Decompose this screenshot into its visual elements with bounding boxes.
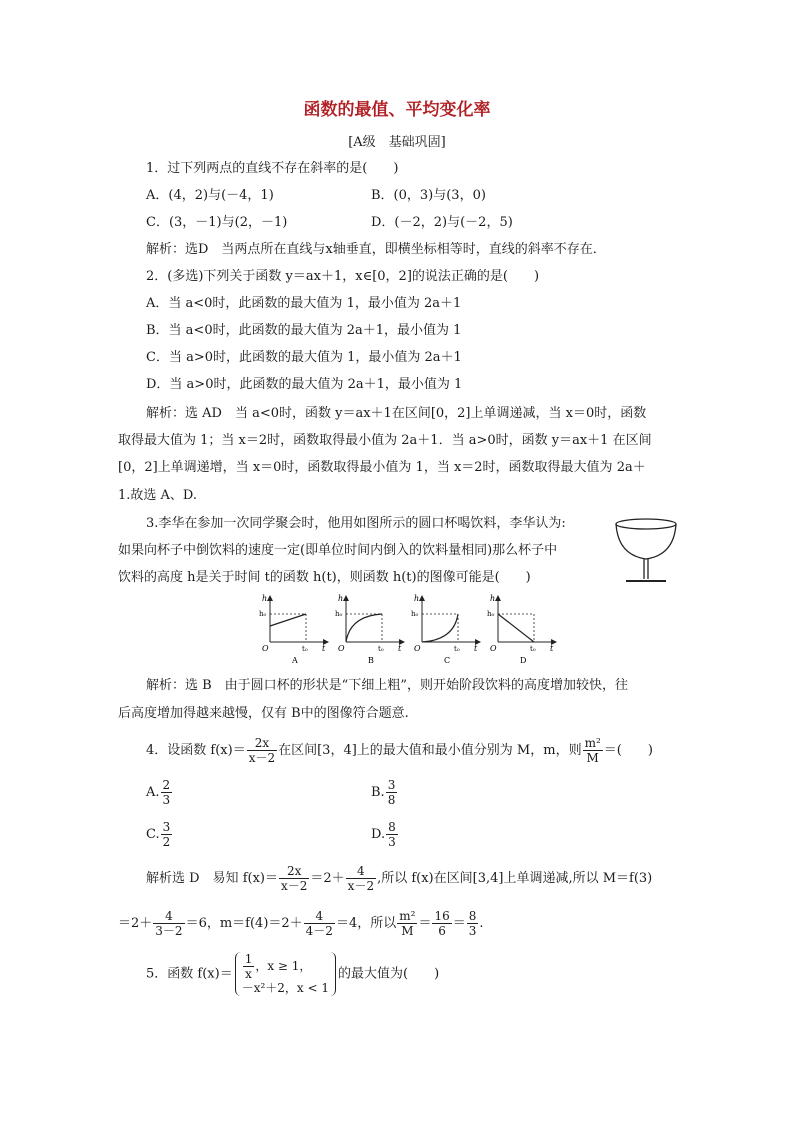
q3-analysis-line1: 解析：选 B 由于圆口杯的形状是“下细上粗”，则开始阶段饮料的高度增加较快，往: [146, 678, 628, 693]
level-heading: [A级 基础巩固]: [348, 135, 446, 150]
svg-text:D: D: [520, 656, 527, 665]
svg-text:t: t: [398, 644, 402, 653]
q2-stem: 2．(多选)下列关于函数 y＝ax＋1，x∈[0，2]的说法正确的是( ): [146, 269, 540, 284]
q2-option-a: A．当 a<0时，此函数的最大值为 1，最小值为 2a＋1: [146, 296, 462, 311]
q1-option-a: A．(4，2)与(－4，1): [146, 188, 274, 203]
svg-text:C: C: [444, 656, 451, 665]
q2-analysis-line3: [0，2]上单调递增，当 x＝0时，函数取得最小值为 1，当 x＝2时，函数取得最大值为 2a＋: [118, 460, 646, 475]
svg-text:h₀: h₀: [411, 610, 419, 618]
q1-option-b: B．(0，3)与(3，0): [371, 188, 486, 203]
q3-stem-line1: 3.李华在参加一次同学聚会时，他用如图所示的圆口杯喝饮料，李华认为:: [146, 516, 566, 531]
goblet-cup-figure: [610, 515, 682, 589]
svg-text:t₀: t₀: [454, 645, 460, 653]
q3-stem-line2: 如果向杯子中倒饮料的速度一定(即单位时间内倒入的饮料量相同)那么杯子中: [118, 543, 558, 558]
q4-analysis-line2: ＝2＋ $\frac{4}{3-2}$ ＝6，m＝f(4)＝2＋ $\frac{4}{4-2}$ ＝4，所以 $\frac{\text{m²}}{M}$ ＝ $\frac{16}{6}$ ＝ $\frac{8}{3}$ .: [118, 909, 484, 938]
svg-text:h: h: [490, 594, 496, 603]
svg-text:A: A: [292, 656, 298, 665]
q4-option-a: A. $\frac{2}{3}$: [146, 778, 171, 807]
svg-text:t₀: t₀: [378, 645, 384, 653]
q1-option-c: C．(3，－1)与(2，－1): [146, 215, 288, 230]
graph-d: [487, 594, 554, 665]
svg-text:h₀: h₀: [259, 610, 267, 618]
q2-option-c: C．当 a>0时，此函数的最大值为 1，最小值为 2a＋1: [146, 350, 462, 365]
q5-stem: 5．函数 f(x)＝ $\frac{1}{x}$ ，x ≥ 1， －x²＋2，x < 1 的最大值为( ): [146, 952, 440, 995]
svg-text:B: B: [368, 656, 374, 665]
svg-text:t: t: [474, 644, 478, 653]
svg-text:O: O: [338, 644, 345, 653]
svg-text:h₀: h₀: [335, 610, 343, 618]
svg-text:t₀: t₀: [530, 645, 536, 653]
svg-text:h: h: [338, 594, 344, 603]
q2-analysis-line4: 1.故选 A、D.: [118, 488, 198, 503]
q1-analysis: 解析：选D 当两点所在直线与x轴垂直，即横坐标相等时，直线的斜率不存在．: [146, 242, 606, 257]
q3-analysis-line2: 后高度增加得越来越慢，仅有 B中的图像符合题意.: [118, 706, 409, 721]
q3-stem-line3: 饮料的高度 h是关于时间 t的函数 h(t)，则函数 h(t)的图像可能是( ): [118, 570, 531, 585]
svg-text:h: h: [414, 594, 420, 603]
svg-text:O: O: [490, 644, 497, 653]
graph-c: [411, 594, 478, 665]
svg-text:O: O: [262, 644, 269, 653]
q4-option-b: B. $\frac{3}{8}$: [371, 778, 396, 807]
q1-option-d: D．(－2，2)与(－2，5): [371, 215, 513, 230]
graph-b: [335, 594, 402, 665]
q2-option-b: B．当 a<0时，此函数的最大值为 2a＋1，最小值为 1: [146, 323, 462, 338]
q2-analysis-line2: 取得最大值为 1；当 x＝2时，函数取得最小值为 2a＋1．当 a>0时，函数 y＝ax＋1 在区间: [118, 433, 652, 448]
q2-option-d: D．当 a>0时，此函数的最大值为 2a＋1，最小值为 1: [146, 377, 463, 392]
q4-stem: 4．设函数 f(x)＝ $\frac{2x}{x-2}$ 在区间[3，4]上的最大值和最小值分别为 M，m，则 $\frac{\text{m²}}{M}$ ＝( ): [146, 736, 653, 765]
svg-text:h₀: h₀: [487, 610, 495, 618]
q3-graph-options: [258, 594, 554, 666]
svg-text:t: t: [322, 644, 326, 653]
svg-text:t: t: [550, 644, 554, 653]
q2-analysis-line1: 解析：选 AD 当 a<0时，函数 y＝ax＋1在区间[0，2]上单调递减，当 x＝0时，函数: [146, 406, 647, 421]
page-title: 函数的最值、平均变化率: [303, 100, 491, 120]
svg-text:t₀: t₀: [302, 645, 308, 653]
q4-option-d: D. $\frac{8}{3}$: [371, 820, 396, 849]
svg-text:h: h: [262, 594, 268, 603]
q4-option-c: C. $\frac{3}{2}$: [146, 820, 171, 849]
q4-analysis-line1: 解析选 D 易知 f(x)＝ $\frac{2x}{x-2}$ ＝2＋ $\frac{4}{x-2}$ ,所以 f(x)在区间[3,4]上单调递减,所以 M＝f(3): [146, 864, 653, 893]
graph-a: [259, 594, 326, 665]
svg-text:O: O: [414, 644, 421, 653]
piecewise-function: $\frac{1}{x}$ ，x ≥ 1， －x²＋2，x < 1: [235, 952, 336, 996]
q1-stem: 1．过下列两点的直线不存在斜率的是( ): [146, 161, 399, 176]
